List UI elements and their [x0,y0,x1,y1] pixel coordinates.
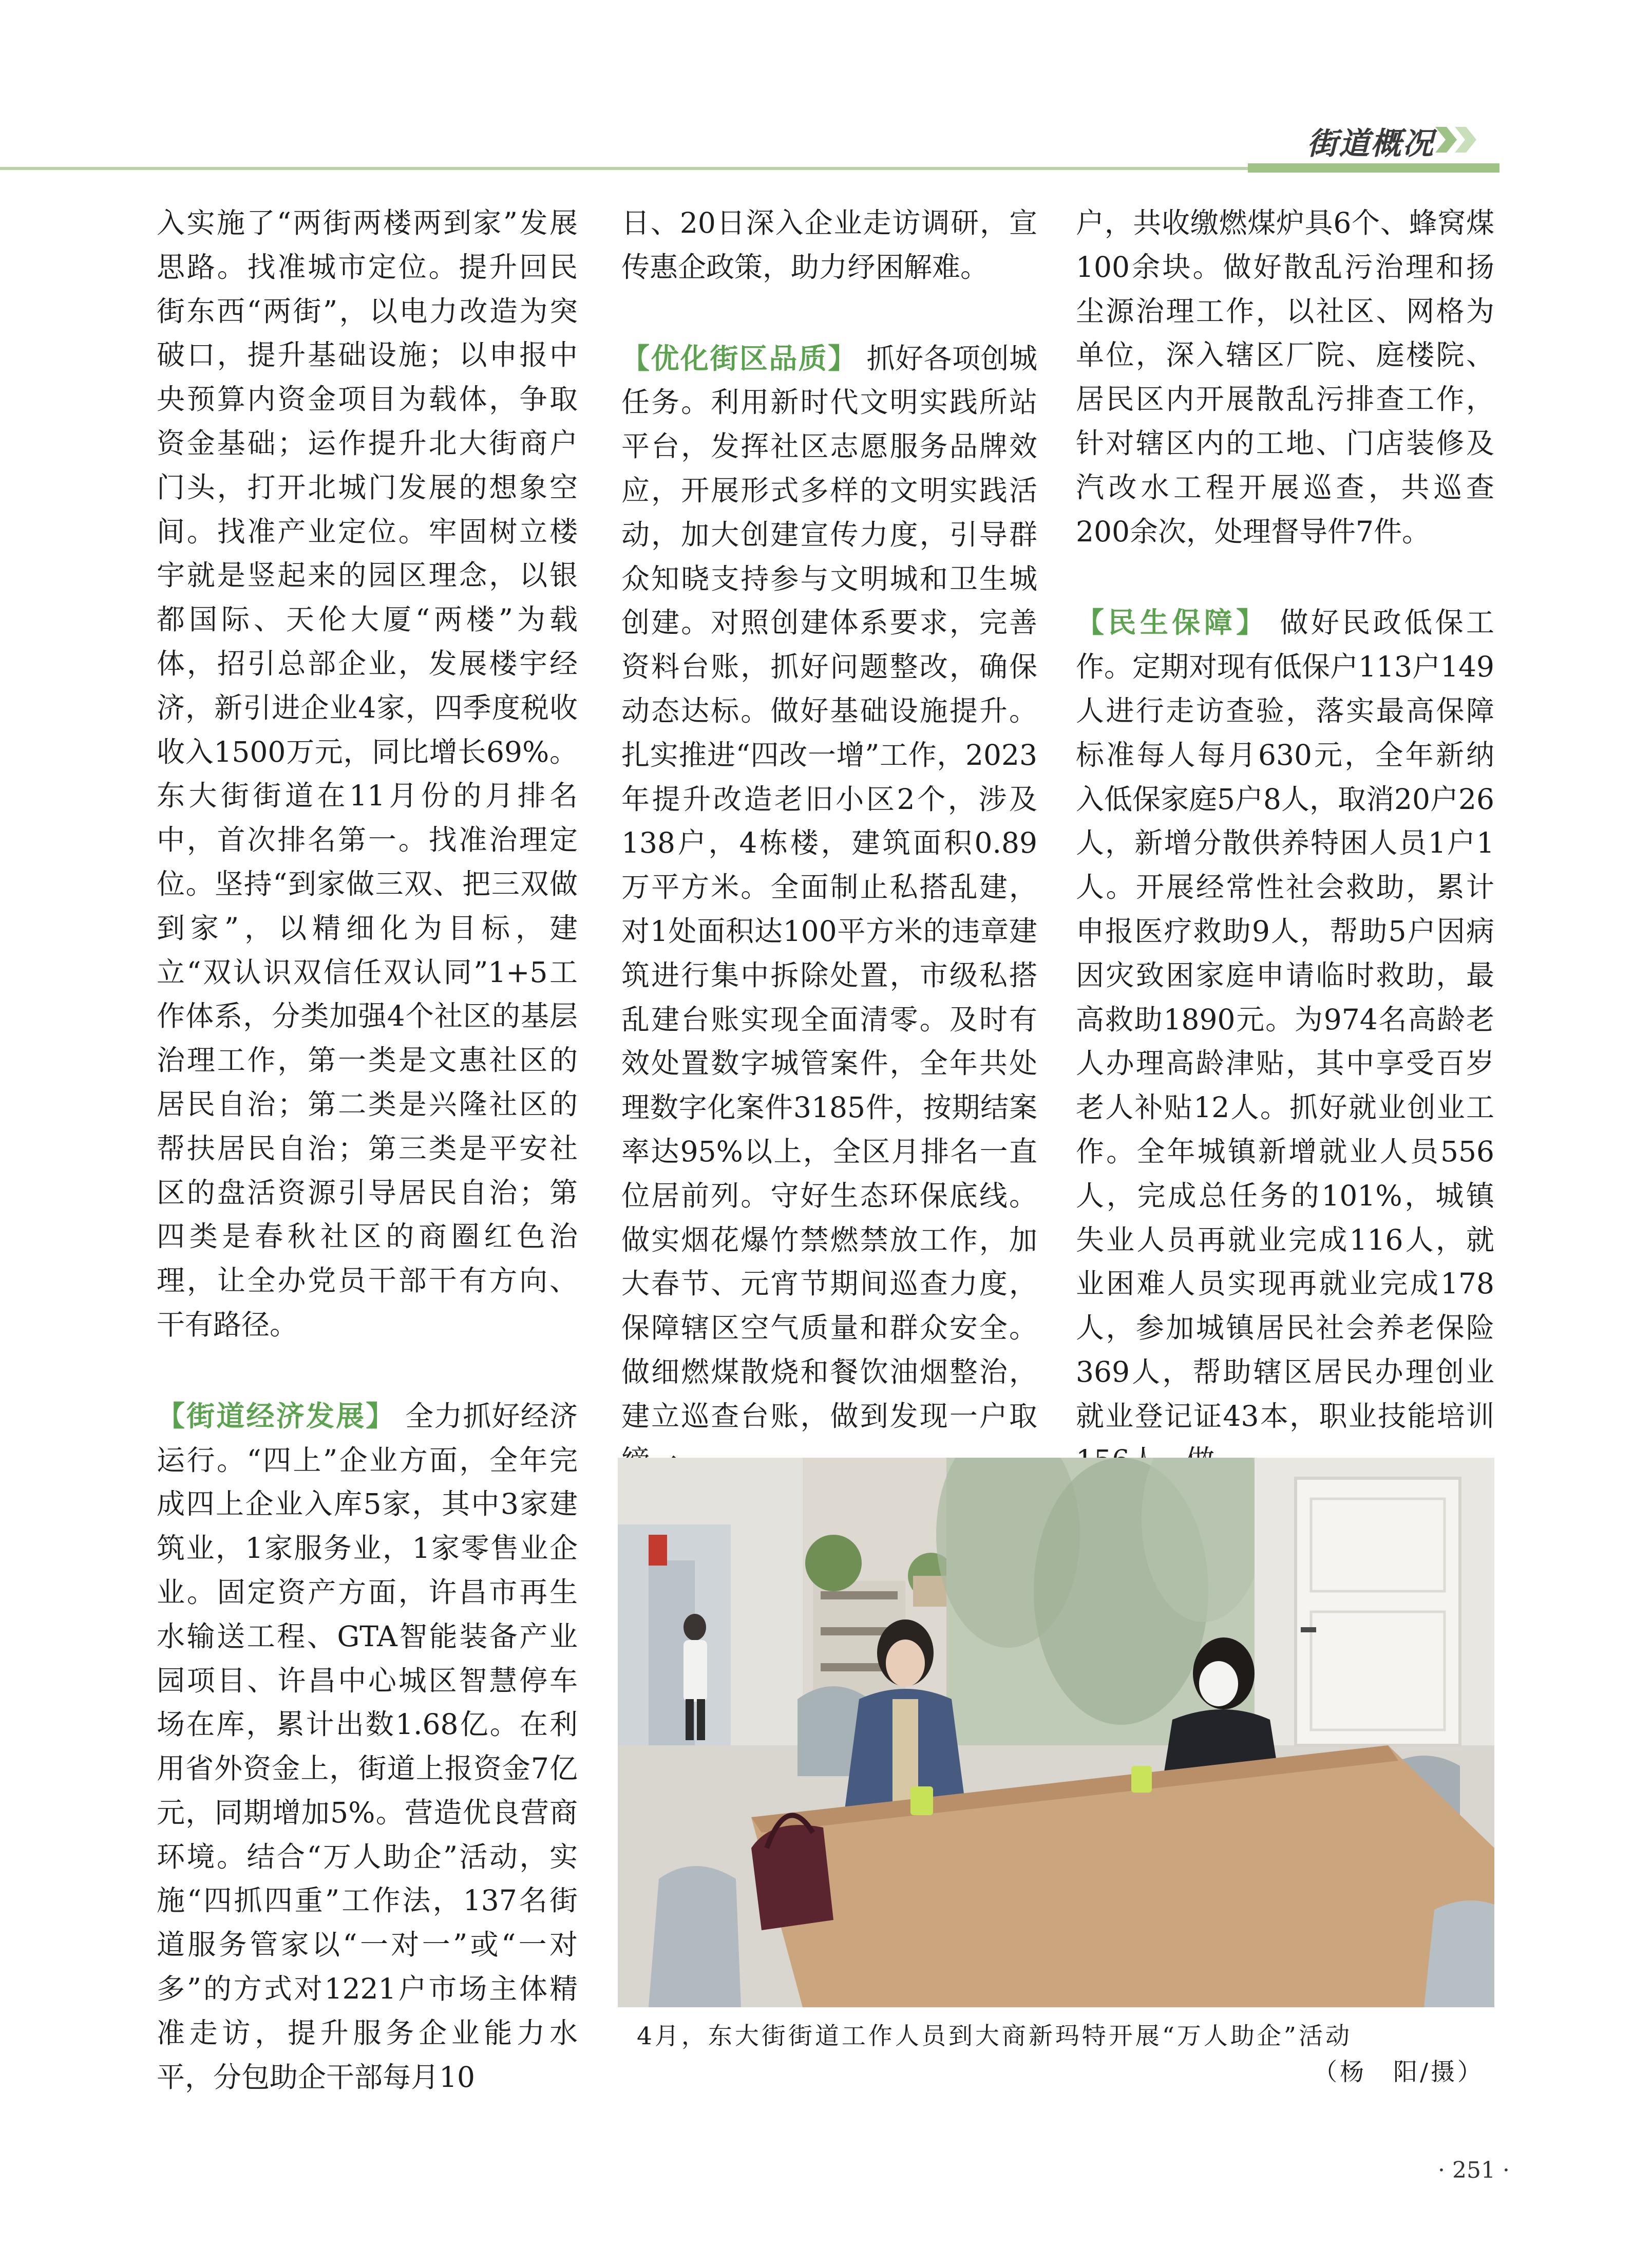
paragraph: 做好民政低保工作。定期对现有低保户113户149人进行走访查验，落实最高保障标准每人每月630元，全年新纳入低保家庭5户8人，取消20户26人，新增分散供养特困人员1户1人。开展经常性社会救助，累计申报医疗救助9人，帮助5户因病因灾致困家庭申请临时救助，最高救助1890元。为974名高龄老人办理高龄津贴，其中享受百岁老人补贴12人。抓好就业创业工作。全年城镇新增就业人员556人，完成总任务的101%，城镇失业人员再就业完成116人，就业困难人员实现再就业完成178人，参加城镇居民社会养老保险369人，帮助辖区居民办理创业就业登记证43本，职业技能培训 [1076,606,1494,1433]
paragraph: 入实施了“两街两楼两到家”发展思路。找准城市定位。提升回民街东西“两街”，以电力改造为突破口，提升基础设施；以申报中央预算内资金项目为载体，争取资金基础；运作提升北大街商户门头，打开北城门发展的想象空间。找准产业定位。牢固树立楼宇就是竖起来的园区理念，以银都国际、天伦大厦“两楼”为载体，招引总部企业，发展楼宇经济，新引进企业4家，四季度税收收入1500万元，同比增长69%。东大街街道在11月份的月排名中，首次排名第一。找准治理定位。坚持“到家做三双、把三双做到家”，以精细化为目标，建立“双认识双信任双认同”1+5工作体系，分类加强4个社区的基层治理工作，第一类是文惠社区的居民自治；第二类是兴隆社区的帮扶居民自治；第三类是平安社区的盘活资源引导居民自治；第四类是春秋社区的商圈红色治理，让全办党员干部干有方向、干有路径。 [157,206,578,1341]
section-heading: 【民生保障】 [1076,606,1268,639]
photo-illustration [618,1458,1494,2007]
paragraph: 户，共收缴燃煤炉具6个、蜂窝煤100余块。做好散乱污治理和扬尘源治理工作，以社区、网格为单位，深入辖区厂院、庭楼院、居民区内开展散乱污排查工作，针对辖区内的工地、门店装修及汽改水工程开展巡查，共巡查200余次，处理督导件7件。 [1076,206,1494,548]
column-right [1076,201,1494,1482]
double-chevron-icon [1435,124,1482,155]
paragraph: 日、20日深入企业走访调研，宣传惠企政策，助力纾困解难。 [621,206,1037,284]
caption-text: 4月，东大街街道工作人员到大商新玛特开展“万人助企”活动 [637,2022,1352,2050]
section-title: 街道概况 [1307,126,1434,162]
column-left [157,201,578,2099]
photo-meeting-room [618,1458,1494,2007]
paragraph: 抓好各项创城任务。利用新时代文明实践所站平台，发挥社区志愿服务品牌效应，开展形式多样的文明实践活动，加大创建宣传力度，引导群众知晓支持参与文明城和卫生城创建。对照创建体系要求，完善资料台账，抓好问题整改，确保动态达标。做好基础设施提升。扎实推进“四改一增”工作，2023年提升改造老旧小区2个，涉及138户，4栋楼，建筑面积0.89万平方米。全面制止私搭乱建，对1处面积达100平方米的违章建筑进行集中拆除处置，市级私搭乱建台账实现全面清零。及时有效处置数字城管案件，全年共处理数字化案件3185件，按期结案率达95%以上，全区月排名一直位居前列。守好生态环保底线。做实烟花爆竹禁燃禁放工作，加大春节、元宵节期间巡查力度，保障辖区空气质量和群众安全。做细燃煤散烧和餐饮油烟整治，建立巡查台账，做到发现一户取 [621,342,1037,1433]
section-heading: 【优化街区品质】 [621,342,858,375]
photo-credit: （杨 阳/摄） [1313,2058,1484,2086]
paragraph-with-heading [1076,601,1494,1482]
paragraph-with-heading [157,1395,578,2100]
photo-caption [637,2019,1494,2090]
page-number: · 251 · [1438,2157,1510,2183]
paragraph: 全力抓好经济运行。“四上”企业方面，全年完成四上企业入库5家，其中3家建筑业，1家服务业，1家零售业企业。固定资产方面，许昌市再生水输送工程、GTA智能装备产业园项目、许昌中心城区智慧停车场在库，累计出数1.68亿。在利用省外资金上，街道上报资金7亿元，同期增加5%。营造优良营商环境。结合“万人助企”活动，实施“四抓四重”工作法，137名街道服务管家以“一对一”或“一对多”的方式对1221户市场主体精准走访，提升服务企业能力水平，分包助企干部每月10 [157,1399,578,2094]
section-heading: 【街道经济发展】 [157,1399,396,1433]
header-accent-bar [1248,163,1499,173]
paragraph-with-heading [621,337,1037,1483]
column-middle [621,201,1037,1482]
